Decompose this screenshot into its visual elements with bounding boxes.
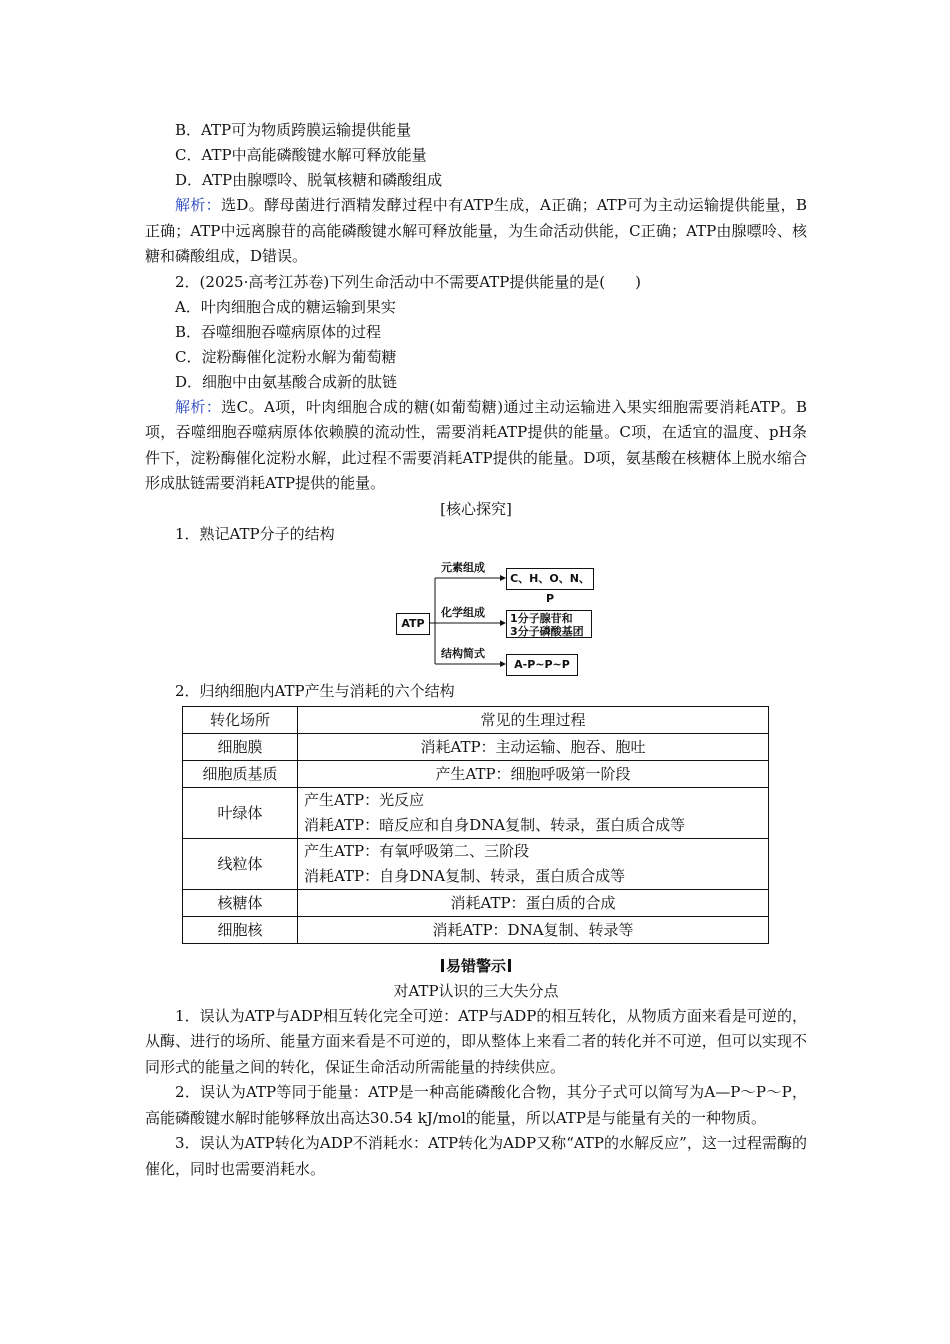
q1-analysis-label: 解析： xyxy=(175,196,222,214)
process-line: 产生ATP：光反应 xyxy=(304,790,425,809)
table-header-row xyxy=(183,706,769,733)
diagram-box-formula: A-P~P~P xyxy=(506,654,578,676)
table-cell-process xyxy=(298,787,769,838)
table-cell-process: 消耗ATP：蛋白质的合成 xyxy=(298,889,769,916)
warning-point: 3．误认为ATP转化为ADP不消耗水：ATP转化为ADP又称“ATP的水解反应”，这一过程需酶的催化，同时也需要消耗水。 xyxy=(145,1134,807,1178)
table-cell-site: 核糖体 xyxy=(183,889,298,916)
q2-analysis-label: 解析： xyxy=(175,397,222,416)
diagram-label-chemical: 化学组成 xyxy=(441,605,485,619)
table-cell-site: 细胞核 xyxy=(183,916,298,943)
table-row xyxy=(183,760,769,787)
q1-option-c: C．ATP中高能磷酸键水解可释放能量 xyxy=(175,146,427,164)
core-item2: 2．归纳细胞内ATP产生与消耗的六个结构 xyxy=(175,681,455,700)
q1-analysis xyxy=(145,193,807,270)
warning-heading xyxy=(145,953,807,979)
table-cell-process: 产生ATP：细胞呼吸第一阶段 xyxy=(298,760,769,787)
document-page xyxy=(145,118,807,1182)
table-row xyxy=(183,838,769,889)
warning-point: 1．误认为ATP与ADP相互转化完全可逆：ATP与ADP的相互转化，从物质方面来看是可逆的，从酶、进行的场所、能量方面来看是不可逆的，即从整体上来看二者的转化并不可逆，但可以实现不同形式的能量之间的转化，保证生命活动所需能量的持续供应。 xyxy=(145,1006,807,1076)
table-cell-process: 消耗ATP：DNA复制、转录等 xyxy=(298,916,769,943)
process-line: 产生ATP：有氧呼吸第二、三阶段 xyxy=(304,841,530,860)
process-line: 消耗ATP：自身DNA复制、转录，蛋白质合成等 xyxy=(304,866,626,885)
warning-point: 2．误认为ATP等同于能量：ATP是一种高能磷酸化合物，其分子式可以简写为A—P～P～P，高能磷酸键水解时能够释放出高达30.54 kJ/mol的能量，所以ATP是与能量有关的一种物质。 xyxy=(145,1083,807,1127)
warning-heading-text: 易错警示 xyxy=(445,956,506,975)
table-row xyxy=(183,787,769,838)
q2-analysis-text: 选C。A项，叶肉细胞合成的糖(如葡萄糖)通过主动运输进入果实细胞需要消耗ATP。B项，吞噬细胞吞噬病原体依赖膜的流动性，需要消耗ATP提供的能量。C项，在适宜的温度、pH条件下，淀粉酶催化淀粉水解，此过程不需要消耗ATP提供的能量。D项，氨基酸在核糖体上脱水缩合形成肽链需要消耗ATP提供的能量。 xyxy=(145,397,807,492)
process-line: 消耗ATP：暗反应和自身DNA复制、转录，蛋白质合成等 xyxy=(304,815,686,834)
atp-structure-diagram xyxy=(145,551,807,673)
table-cell-process xyxy=(298,838,769,889)
q1-analysis-text: 选D。酵母菌进行酒精发酵过程中有ATP生成，A正确；ATP可为主动运输提供能量，B正确；ATP中远离腺苷的高能磷酸键水解可释放能量，为生命活动供能，C正确；ATP由腺嘌呤、核糖和磷酸组成，D错误。 xyxy=(145,196,807,265)
table-row xyxy=(183,733,769,760)
atp-table xyxy=(182,706,769,944)
warning-bar-left xyxy=(441,959,444,972)
diagram-label-elements: 元素组成 xyxy=(441,560,485,574)
diagram-box-chemical-line1: 1分子腺苷和 xyxy=(510,611,573,625)
table-cell-site: 线粒体 xyxy=(183,838,298,889)
table-cell-process: 消耗ATP：主动运输、胞吞、胞吐 xyxy=(298,733,769,760)
q2-analysis xyxy=(145,395,807,497)
table-row xyxy=(183,916,769,943)
diagram-root-box: ATP xyxy=(396,613,430,635)
diagram-label-formula: 结构简式 xyxy=(441,646,485,660)
diagram-box-chemical xyxy=(506,610,592,638)
warning-subtitle: 对ATP认识的三大失分点 xyxy=(393,981,559,1000)
q1-option-d: D．ATP由腺嘌呤、脱氧核糖和磷酸组成 xyxy=(175,171,443,189)
table-cell-site: 细胞膜 xyxy=(183,733,298,760)
core-heading: [核心探究] xyxy=(440,499,512,518)
q2-option-b: B．吞噬细胞吞噬病原体的过程 xyxy=(175,322,382,341)
table-row xyxy=(183,889,769,916)
q2-option-c: C．淀粉酶催化淀粉水解为葡萄糖 xyxy=(175,347,397,366)
table-cell-site: 叶绿体 xyxy=(183,787,298,838)
q2-option-d: D．细胞中由氨基酸合成新的肽链 xyxy=(175,372,398,391)
q2-stem: 2．(2025·高考江苏卷)下列生命活动中不需要ATP提供能量的是( ) xyxy=(175,272,642,291)
core-item1: 1．熟记ATP分子的结构 xyxy=(175,524,335,543)
diagram-box-chemical-line2: 3分子磷酸基团 xyxy=(510,624,584,638)
q2-option-a: A．叶肉细胞合成的糖运输到果实 xyxy=(175,297,396,316)
table-cell-site: 细胞质基质 xyxy=(183,760,298,787)
table-header-site: 转化场所 xyxy=(183,706,298,733)
q1-option-b: B．ATP可为物质跨膜运输提供能量 xyxy=(175,121,412,139)
diagram-box-elements: C、H、O、N、P xyxy=(506,568,594,590)
warning-bar-right xyxy=(508,959,511,972)
table-header-process: 常见的生理过程 xyxy=(298,706,769,733)
